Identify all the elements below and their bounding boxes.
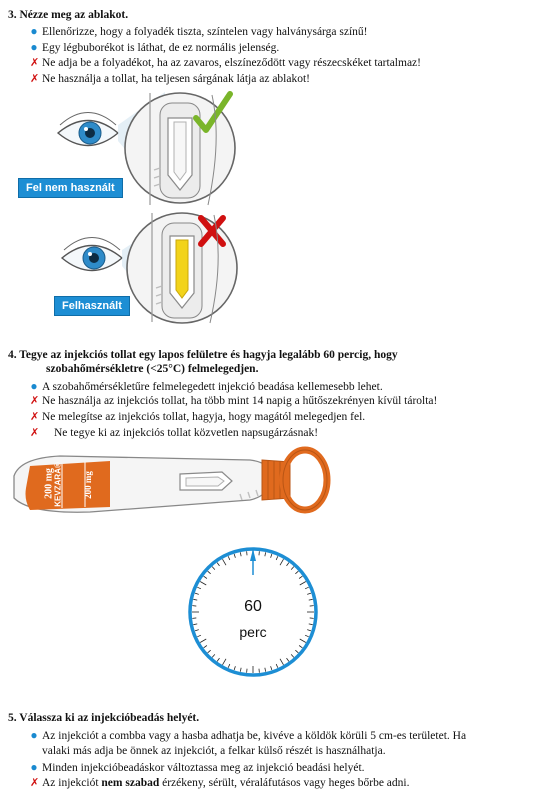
pen-brand-label: KEVZARA®: [53, 462, 63, 507]
pen-dose-label: 200 mg: [43, 468, 55, 499]
section4-heading: 4. Tegye az injekciós tollat egy lapos felületre és hagyja legalább 60 percig, hogy: [8, 349, 398, 361]
bullet-icon: ●: [30, 728, 38, 742]
list-item: ✗ Ne használja a tollat, ha teljesen sárgának látja az ablakot!: [30, 72, 310, 85]
list-item-cont: valaki más adja be önnek az injekciót, a felkar külső részét is használhatja.: [42, 745, 386, 757]
section5-heading: 5. Válassza ki az injekcióbeadás helyét.: [8, 712, 200, 724]
list-item: ● Ellenőrizze, hogy a folyadék tiszta, színtelen vagy halványsárga színű!: [26, 24, 368, 39]
bullet-icon: ●: [30, 24, 38, 38]
list-item: ✗ Ne melegítse az injekciós tollat, hagyja, hogy magától melegedjen fel.: [30, 410, 366, 423]
bullet-icon: ●: [30, 379, 38, 393]
pen-dose-label-2: 200 mg: [83, 471, 93, 499]
cross-icon: ✗: [30, 410, 40, 423]
bullet-icon: ●: [30, 760, 38, 774]
cross-icon: ✗: [30, 56, 40, 69]
list-item: ✗ Az injekciót nem szabad érzékeny, sérült, véraláfutásos vagy heges bőrbe adni.: [30, 776, 410, 789]
list-item: ● A szobahőmérsékletűre felmelegedett injekció beadása kellemesebb lehet.: [26, 379, 383, 394]
list-item: ✗ Ne tegye ki az injekciós tollat közvetlen napsugárzásnak!: [30, 426, 319, 439]
cross-icon: ✗: [30, 776, 40, 789]
bullet-icon: ●: [30, 40, 38, 54]
cross-icon: ✗: [30, 394, 40, 407]
used-label: Felhasznált: [54, 296, 130, 316]
section4-heading-cont: szobahőmérsékletre (<25°C) felmelegedjen.: [46, 363, 259, 375]
list-item: ● Az injekciót a combba vagy a hasba adhatja be, kivéve a köldök körüli 5 cm-es területet. Ha: [26, 728, 466, 743]
section3-heading: 3. Nézze meg az ablakot.: [8, 9, 129, 21]
list-item: ● Minden injekcióbeadáskor változtassa meg az injekció beadási helyét.: [26, 760, 365, 775]
timer-value: 60: [244, 598, 262, 615]
cross-icon: ✗: [30, 426, 40, 439]
unused-label: Fel nem használt: [18, 178, 123, 198]
list-item: ● Egy légbuborékot is láthat, de ez normális jelenség.: [26, 40, 279, 55]
timer-unit: perc: [239, 624, 267, 640]
list-item: ✗ Ne használja az injekciós tollat, ha több mint 14 napig a hűtőszekrényen kívül tárolta!: [30, 394, 438, 407]
cross-icon: ✗: [30, 72, 40, 85]
list-item: ✗ Ne adja be a folyadékot, ha az zavaros, elszíneződött vagy részecskéket tartalmaz!: [30, 56, 421, 69]
